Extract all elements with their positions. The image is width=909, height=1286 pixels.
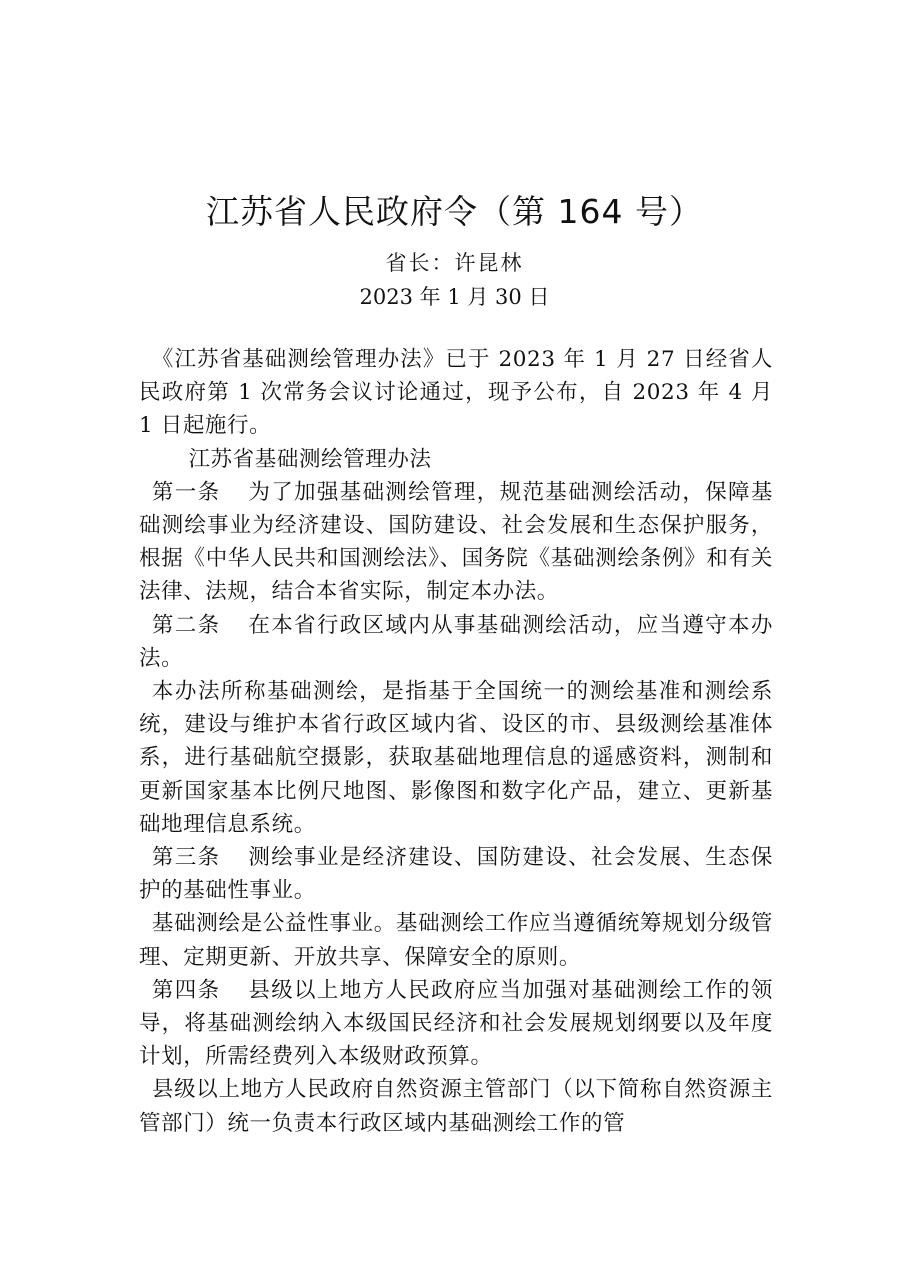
- article-text: 本办法所称基础测绘，是指基于全国统一的测绘基准和测绘系统，建设与维护本省行政区域内省、设区的市、县级测绘基准体系，进行基础航空摄影，获取基础地理信息的遥感资料，测制和更新国家基本比例尺地图、影像图和数字化产品，建立、更新基础地理信息系统。: [139, 679, 773, 837]
- article-text: 县级以上地方人民政府应当加强对基础测绘工作的领导，将基础测绘纳入本级国民经济和社会发展规划纲要以及年度计划，所需经费列入本级财政预算。: [139, 977, 773, 1070]
- article-text: 在本省行政区域内从事基础测绘活动，应当遵守本办法。: [139, 612, 773, 671]
- article-text: 为了加强基础测绘管理，规范基础测绘活动，保障基础测绘事业为经济建设、国防建设、社会发展和生态保护服务，根据《中华人民共和国测绘法》、国务院《基础测绘条例》和有关法律、法规，结合本省实际，制定本办法。: [139, 479, 773, 605]
- signer-line: 省长：许昆林: [385, 251, 524, 275]
- regulation-title: 江苏省基础测绘管理办法: [188, 446, 432, 472]
- article-text: 县级以上地方人民政府自然资源主管部门（以下简称自然资源主管部门）统一负责本行政区域内基础测绘工作的管: [139, 1077, 773, 1136]
- article-paragraph: [139, 476, 773, 609]
- issue-date: 2023 年 1 月 30 日: [359, 285, 550, 309]
- document-title: 江苏省人民政府令（第 164 号）: [206, 192, 703, 231]
- article-text: 测绘事业是经济建设、国防建设、社会发展、生态保护的基础性事业。: [139, 845, 773, 904]
- article-text: 基础测绘是公益性事业。基础测绘工作应当遵循统筹规划分级管理、定期更新、开放共享、保障安全的原则。: [139, 911, 773, 970]
- article-paragraph: [139, 675, 773, 841]
- document-body: [139, 343, 773, 1140]
- article-paragraph: [139, 907, 773, 973]
- article-number: 第一条: [151, 479, 221, 505]
- intro-paragraph: 《江苏省基础测绘管理办法》已于 2023 年 1 月 27 日经省人民政府第 1 次常务会议讨论通过，现予公布，自 2023 年 4 月 1 日起施行。: [139, 347, 773, 439]
- article-paragraph: [139, 841, 773, 907]
- article-number: 第二条: [151, 612, 221, 638]
- article-paragraph: [139, 609, 773, 675]
- article-paragraph: [139, 1073, 773, 1139]
- article-number: 第四条: [151, 977, 221, 1003]
- article-paragraph: [139, 974, 773, 1074]
- article-number: 第三条: [151, 845, 221, 871]
